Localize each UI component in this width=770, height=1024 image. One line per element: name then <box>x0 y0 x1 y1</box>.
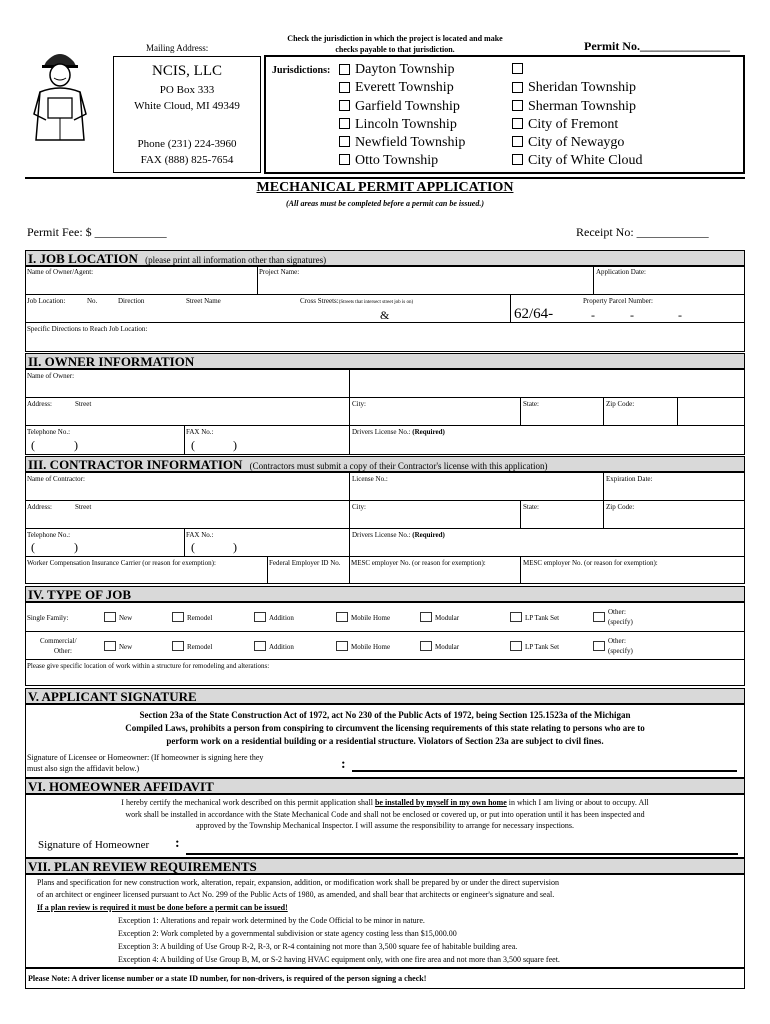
homeowner-signature-colon: : <box>175 836 180 851</box>
contractor-row-divider-1 <box>25 500 745 501</box>
affidavit-line-1b: be installed by myself in my own home <box>374 798 507 807</box>
contractor-telephone-label[interactable]: Telephone No.: <box>27 531 71 539</box>
job-no-label: No. <box>87 297 98 305</box>
owner-col-divider-2 <box>520 397 521 425</box>
contractor-drivers-required: (Required) <box>412 531 445 539</box>
licensee-signature-label-1: Signature of Licensee or Homeowner: (If homeowner is signing here they <box>27 753 264 762</box>
owner-phone-paren-open: ( <box>31 438 35 452</box>
plan-review-line-1: Plans and specification for new construction work, alteration, repair, expansion, addition, or modification work shall be prepared by or under the direct supervision <box>37 878 559 887</box>
phone-number: Phone (231) 224-3960 <box>137 138 237 150</box>
exception-4: Exception 4: A building of Use Group B, M, or S-2 having HVAC equipment only, with one fire area and not more than 3,500 square feet. <box>118 955 560 964</box>
permit-number: Permit No._______________ <box>584 39 730 53</box>
owner-license-title: Drivers License No.: <box>352 428 411 436</box>
contractor-row-divider-3 <box>25 556 745 557</box>
section-job-location-note: (please print all information other than signatures) <box>145 255 327 265</box>
single-family-label: Single Family: <box>27 614 69 622</box>
checkbox-lincoln[interactable] <box>339 118 350 129</box>
po-box: PO Box 333 <box>159 84 215 96</box>
licensee-signature-line[interactable] <box>352 770 737 772</box>
section-type-of-job: IV. TYPE OF JOB <box>25 586 745 602</box>
section-job-location-title: I. JOB LOCATION <box>28 251 138 266</box>
co-other-label: Other: <box>608 637 626 645</box>
checkbox-garfield[interactable] <box>339 100 350 111</box>
federal-id-label[interactable]: Federal Employer ID No. <box>269 559 341 567</box>
contractor-col-divider-7 <box>520 556 521 584</box>
contractor-fax-paren-close: ) <box>233 540 237 554</box>
checkbox-dayton[interactable] <box>339 64 350 75</box>
owner-license-label[interactable] <box>352 428 445 436</box>
owner-info-grid <box>25 369 745 455</box>
checkbox-otto[interactable] <box>339 154 350 165</box>
job-street-name-label: Street Name <box>186 297 221 305</box>
checkbox-fremont[interactable] <box>512 118 523 129</box>
parcel-number-label[interactable]: Property Parcel Number: <box>583 297 653 305</box>
owner-street-label: Street <box>75 400 92 408</box>
parcel-dash-1: - <box>591 308 595 322</box>
checkbox-newaygo[interactable] <box>512 136 523 147</box>
owner-fax-paren-close: ) <box>233 438 237 452</box>
contractor-drivers-label[interactable] <box>352 531 445 539</box>
checkbox-sf-mobile-home[interactable] <box>336 612 348 622</box>
contractor-col-divider-3 <box>520 500 521 528</box>
jurisdiction-sheridan: Sheridan Township <box>528 80 637 95</box>
contractor-street-label: Street <box>75 503 92 511</box>
sf-modular-label: Modular <box>435 614 460 622</box>
worker-comp-label[interactable]: Worker Compensation Insurance Carrier (or reason for exemption): <box>27 559 216 567</box>
sf-specify-label: (specify) <box>608 618 633 626</box>
co-remodel-label: Remodel <box>187 643 213 651</box>
driver-license-note: Please Note: A driver license number or a state ID number, for non-drivers, is required of the person signing a check! <box>28 974 427 983</box>
owner-telephone-label[interactable]: Telephone No.: <box>27 428 71 436</box>
section-job-location <box>25 250 745 266</box>
job-type-row-divider-2 <box>25 659 745 660</box>
owner-phone-paren-close: ) <box>74 438 78 452</box>
checkbox-co-new[interactable] <box>104 641 116 651</box>
jurisdiction-note-2: checks payable to that jurisdiction. <box>335 45 455 54</box>
section-contractor-info <box>25 456 745 472</box>
jurisdictions-label: Jurisdictions: <box>272 65 331 76</box>
org-name: NCIS, LLC <box>151 63 222 79</box>
affidavit-line-3: approved by the Township Mechanical Inspector. I will assume the responsibility to arrange for necessary inspections. <box>195 821 575 830</box>
checkbox-sf-lp-tank[interactable] <box>510 612 522 622</box>
sf-lp-tank-label: LP Tank Set <box>525 614 560 622</box>
checkbox-blank-jurisdiction[interactable] <box>512 63 523 74</box>
checkbox-white-cloud[interactable] <box>512 154 523 165</box>
plan-review-line-2: of an architect or engineer licensed pursuant to Act No. 299 of the Public Acts of 1980, as amended, and shall bear that architects or engineer's signature and seal. <box>37 890 555 899</box>
contractor-license-label[interactable]: License No.: <box>352 475 388 483</box>
fax-number: FAX (888) 825-7654 <box>140 154 234 166</box>
owner-license-required: (Required) <box>412 428 445 436</box>
applicant-statement-1: Section 23a of the State Construction Act of 1972, act No 230 of the Public Acts of 1972, being Section 125.1523a of the Michigan <box>139 710 631 720</box>
section-contractor-title: III. CONTRACTOR INFORMATION <box>28 457 243 472</box>
cross-streets-ampersand: & <box>380 308 390 322</box>
page-title: MECHANICAL PERMIT APPLICATION <box>256 180 514 195</box>
contractor-name-label[interactable]: Name of Contractor: <box>27 475 85 483</box>
worker-logo-icon <box>30 42 90 142</box>
owner-col-divider-4 <box>677 397 678 425</box>
affidavit-line-1 <box>25 798 745 807</box>
section-homeowner-affidavit: VI. HOMEOWNER AFFIDAVIT <box>25 778 745 794</box>
jurisdiction-otto: Otto Township <box>355 153 439 168</box>
mesc-employer-label-1[interactable]: MESC employer No. (or reason for exemption): <box>351 559 486 567</box>
sf-mobile-home-label: Mobile Home <box>351 614 391 622</box>
permit-fee[interactable]: Permit Fee: $ ____________ <box>27 225 167 239</box>
contractor-col-divider-5 <box>267 556 268 584</box>
contractor-col-divider-2 <box>603 472 604 528</box>
owner-col-divider-1 <box>349 369 350 455</box>
cross-streets-note: (Streets that intersect street job is on) <box>338 300 414 305</box>
section-plan-review: VII. PLAN REVIEW REQUIREMENTS <box>25 858 745 874</box>
parcel-dash-2: - <box>630 308 634 322</box>
job-col-divider-1 <box>257 266 258 294</box>
work-location-label[interactable]: Please give specific location of work within a structure for remodeling and alterations: <box>27 662 270 670</box>
section-applicant-signature: V. APPLICANT SIGNATURE <box>25 688 745 704</box>
jurisdiction-newfield: Newfield Township <box>355 135 466 150</box>
sf-remodel-label: Remodel <box>187 614 213 622</box>
exception-2: Exception 2: Work completed by a governmental subdivision or state agency costing less than $15,000.00 <box>118 929 457 938</box>
checkbox-sherman[interactable] <box>512 100 523 111</box>
homeowner-signature-line[interactable] <box>186 853 738 855</box>
affidavit-line-1a: I hereby certify the mechanical work described on this permit application shall <box>121 798 375 807</box>
application-date-label[interactable]: Application Date: <box>596 268 646 276</box>
checkbox-co-modular[interactable] <box>420 641 432 651</box>
jurisdiction-sherman: Sherman Township <box>528 99 637 114</box>
checkbox-newfield[interactable] <box>339 136 350 147</box>
checkbox-co-addition[interactable] <box>254 641 266 651</box>
checkbox-co-remodel[interactable] <box>172 641 184 651</box>
owner-state-label[interactable]: State: <box>523 400 539 408</box>
section-owner-info: II. OWNER INFORMATION <box>25 353 745 369</box>
jurisdiction-newaygo: City of Newaygo <box>528 135 625 150</box>
applicant-statement-2: Compiled Laws, prohibits a person from conspiring to circumvent the licensing requirements of this state relating to persons who are to <box>125 723 645 733</box>
co-addition-label: Addition <box>269 643 294 651</box>
contractor-col-divider-4 <box>184 528 185 556</box>
jurisdiction-white-cloud: City of White Cloud <box>528 153 643 168</box>
contractor-fax-paren-open: ( <box>191 540 195 554</box>
co-lp-tank-label: LP Tank Set <box>525 643 560 651</box>
parcel-dash-3: - <box>678 308 682 322</box>
homeowner-signature-label: Signature of Homeowner <box>38 839 150 851</box>
co-mobile-home-label: Mobile Home <box>351 643 391 651</box>
affidavit-line-1c: in which I am living or about to occupy. All <box>506 798 649 807</box>
checkbox-sf-new[interactable] <box>104 612 116 622</box>
jurisdictions-box <box>264 55 745 174</box>
checkbox-sf-addition[interactable] <box>254 612 266 622</box>
contractor-expiration-label[interactable]: Expiration Date: <box>606 475 653 483</box>
checkbox-sf-modular[interactable] <box>420 612 432 622</box>
owner-row-divider-1 <box>25 397 745 398</box>
co-new-label: New <box>119 643 133 651</box>
checkbox-everett[interactable] <box>339 82 350 93</box>
receipt-number[interactable]: Receipt No: ____________ <box>576 225 709 239</box>
owner-name-label[interactable]: Name of Owner: <box>27 372 75 380</box>
contractor-phone-paren-open: ( <box>31 540 35 554</box>
job-location-label[interactable]: Job Location: <box>27 297 66 305</box>
contractor-fax-label[interactable]: FAX No.: <box>186 531 214 539</box>
checkbox-sf-other[interactable] <box>593 612 605 622</box>
sf-other-label: Other: <box>608 608 626 616</box>
contractor-col-divider-6 <box>349 556 350 584</box>
owner-row-divider-2 <box>25 425 745 426</box>
checkbox-sheridan[interactable] <box>512 82 523 93</box>
exception-1: Exception 1: Alterations and repair work determined by the Code Official to be minor in nature. <box>118 916 425 925</box>
job-col-divider-2 <box>593 266 594 294</box>
co-modular-label: Modular <box>435 643 460 651</box>
sf-addition-label: Addition <box>269 614 294 622</box>
section-contractor-note: (Contractors must submit a copy of their Contractor's license with this application) <box>249 461 548 471</box>
owner-col-divider-3 <box>603 397 604 425</box>
contractor-city-label[interactable]: City: <box>352 503 367 511</box>
owner-fax-label[interactable]: FAX No.: <box>186 428 214 436</box>
licensee-signature-colon: : <box>341 757 346 772</box>
job-col-divider-3 <box>510 294 511 322</box>
affidavit-line-2: work shall be installed in accordance with the State Mechanical Code and shall not be enclosed or covered up, or put into operation until it has been inspected and <box>125 810 645 819</box>
owner-zip-label[interactable]: Zip Code: <box>606 400 635 408</box>
commercial-label-1: Commercial/ <box>40 637 77 645</box>
mesc-employer-label-2[interactable]: MESC employer No. (or reason for exemption): <box>523 559 658 567</box>
contractor-state-label[interactable]: State: <box>523 503 539 511</box>
applicant-statement-3: perform work on a residential building or a residential structure. Violators of Section 23a are subject to civil fines. <box>166 736 604 746</box>
checkbox-sf-remodel[interactable] <box>172 612 184 622</box>
owner-address-label[interactable]: Address: <box>27 400 52 408</box>
checkbox-co-lp-tank[interactable] <box>510 641 522 651</box>
specific-directions-label[interactable]: Specific Directions to Reach Job Location: <box>27 325 148 333</box>
project-name-label[interactable]: Project Name: <box>259 268 300 276</box>
job-direction-label: Direction <box>118 297 145 305</box>
jurisdiction-fremont: City of Fremont <box>528 117 619 132</box>
page-subtitle: (All areas must be completed before a permit can be issued.) <box>286 199 484 208</box>
exception-3: Exception 3: A building of Use Group R-2, R-3, or R-4 containing not more than 3,500 square fee of habitable building area. <box>118 942 518 951</box>
plan-review-line-3: If a plan review is required it must be done before a permit can be issued! <box>37 903 288 912</box>
sf-new-label: New <box>119 614 133 622</box>
contractor-row-divider-2 <box>25 528 745 529</box>
contractor-phone-paren-close: ) <box>74 540 78 554</box>
jurisdiction-dayton: Dayton Township <box>355 62 455 77</box>
jurisdiction-lincoln: Lincoln Township <box>355 117 457 132</box>
contractor-address-label[interactable]: Address: <box>27 503 52 511</box>
cross-streets-label[interactable] <box>300 297 413 305</box>
contractor-drivers-title: Drivers License No.: <box>352 531 411 539</box>
licensee-signature-label-2: must also sign the affidavit below.) <box>27 764 140 773</box>
checkbox-co-other[interactable] <box>593 641 605 651</box>
parcel-prefix: 62/64- <box>514 306 554 322</box>
commercial-label-2: Other: <box>54 647 72 655</box>
co-specify-label: (specify) <box>608 647 633 655</box>
owner-agent-label[interactable]: Name of Owner/Agent: <box>27 268 94 276</box>
job-type-row-divider-1 <box>25 631 745 632</box>
city-state-zip: White Cloud, MI 49349 <box>134 100 240 112</box>
contractor-col-divider-1 <box>349 472 350 556</box>
owner-col-divider-5 <box>184 425 185 455</box>
jurisdiction-garfield: Garfield Township <box>355 99 460 114</box>
cross-streets-title: Cross Streets: <box>300 297 339 305</box>
title-rule-top <box>25 177 745 179</box>
mailing-address-label: Mailing Address: <box>146 43 209 53</box>
owner-city-label[interactable]: City: <box>352 400 367 408</box>
jurisdiction-everett: Everett Township <box>355 80 454 95</box>
jurisdiction-note-1: Check the jurisdiction in which the project is located and make <box>287 34 503 43</box>
owner-fax-paren-open: ( <box>191 438 195 452</box>
checkbox-co-mobile-home[interactable] <box>336 641 348 651</box>
job-row-divider-1 <box>25 294 745 295</box>
contractor-zip-label[interactable]: Zip Code: <box>606 503 635 511</box>
